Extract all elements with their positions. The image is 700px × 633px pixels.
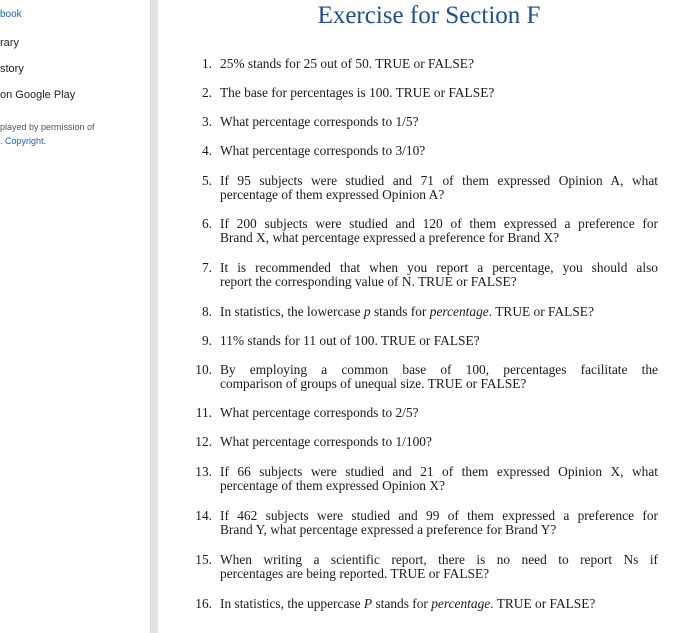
question-text-line: By employing a common base of 100, percentages facilitate the <box>220 362 658 377</box>
question-text: The base for percentages is 100. TRUE or FALSE? <box>220 85 495 100</box>
question-number: 14. <box>195 508 212 523</box>
question-number: 4. <box>201 143 212 158</box>
page-title: Exercise for Section F <box>317 2 541 29</box>
sidebar-permission-text: played by permission of <box>0 122 95 132</box>
question-text: 25% stands for 25 out of 50. TRUE or FALSE? <box>220 56 474 71</box>
question-number: 11. <box>195 405 212 420</box>
question-number: 6. <box>201 216 212 231</box>
question-number: 12. <box>195 434 212 449</box>
question-text: What percentage corresponds to 1/100? <box>220 434 432 449</box>
sidebar-item-library[interactable]: rary <box>0 37 19 49</box>
question-number: 5. <box>201 173 212 188</box>
question-number: 13. <box>195 464 212 479</box>
question-number: 8. <box>201 304 212 319</box>
question-number: 2. <box>201 85 212 100</box>
question-text-line: If 95 subjects were studied and 71 of them expressed Opinion A, what <box>220 173 658 188</box>
question-text-line: comparison of groups of unequal size. TRUE or FALSE? <box>220 376 527 391</box>
question-text-line: It is recommended that when you report a percentage, you should also <box>220 260 658 275</box>
question-text-line: Brand X, what percentage expressed a preference for Brand X? <box>220 230 560 245</box>
question-text-line: report the corresponding value of N. TRUE or FALSE? <box>220 274 517 289</box>
sidebar-link-book[interactable]: book <box>0 9 22 20</box>
question-text-line: Brand Y, what percentage expressed a preference for Brand Y? <box>220 522 557 537</box>
question-text-line: percentage of them expressed Opinion A? <box>220 187 445 202</box>
question-text-line: If 66 subjects were studied and 21 of them expressed Opinion X, what <box>220 464 658 479</box>
sidebar <box>0 0 150 633</box>
question-number: 1. <box>201 56 212 71</box>
question-text-line: percentage of them expressed Opinion X? <box>220 478 445 493</box>
question-number: 7. <box>201 260 212 275</box>
sidebar-item-history[interactable]: story <box>0 63 24 75</box>
question-text-line: percentages are being reported. TRUE or FALSE? <box>220 566 490 581</box>
sidebar-copyright-link[interactable]: . Copyright. <box>0 136 47 146</box>
book-page <box>158 0 700 633</box>
question-number: 3. <box>201 114 212 129</box>
question-text: What percentage corresponds to 1/5? <box>220 114 419 129</box>
question-number: 9. <box>201 333 212 348</box>
question-number: 16. <box>195 596 212 611</box>
question-text: 11% stands for 11 out of 100. TRUE or FALSE? <box>220 333 480 348</box>
question-number: 15. <box>195 552 212 567</box>
question-text: In statistics, the uppercase P stands for percentage. TRUE or FALSE? <box>220 596 596 611</box>
question-text: What percentage corresponds to 3/10? <box>220 143 426 158</box>
question-number: 10. <box>195 362 212 377</box>
sidebar-item-google-play[interactable]: on Google Play <box>0 89 76 101</box>
question-text-line: If 200 subjects were studied and 120 of them expressed a preference for <box>220 216 658 231</box>
question-text-line: If 462 subjects were studied and 99 of them expressed a preference for <box>220 508 658 523</box>
question-text: What percentage corresponds to 2/5? <box>220 405 419 420</box>
question-text: In statistics, the lowercase p stands for percentage. TRUE or FALSE? <box>220 304 594 319</box>
question-text-line: When writing a scientific report, there is no need to report Ns if <box>220 552 658 567</box>
